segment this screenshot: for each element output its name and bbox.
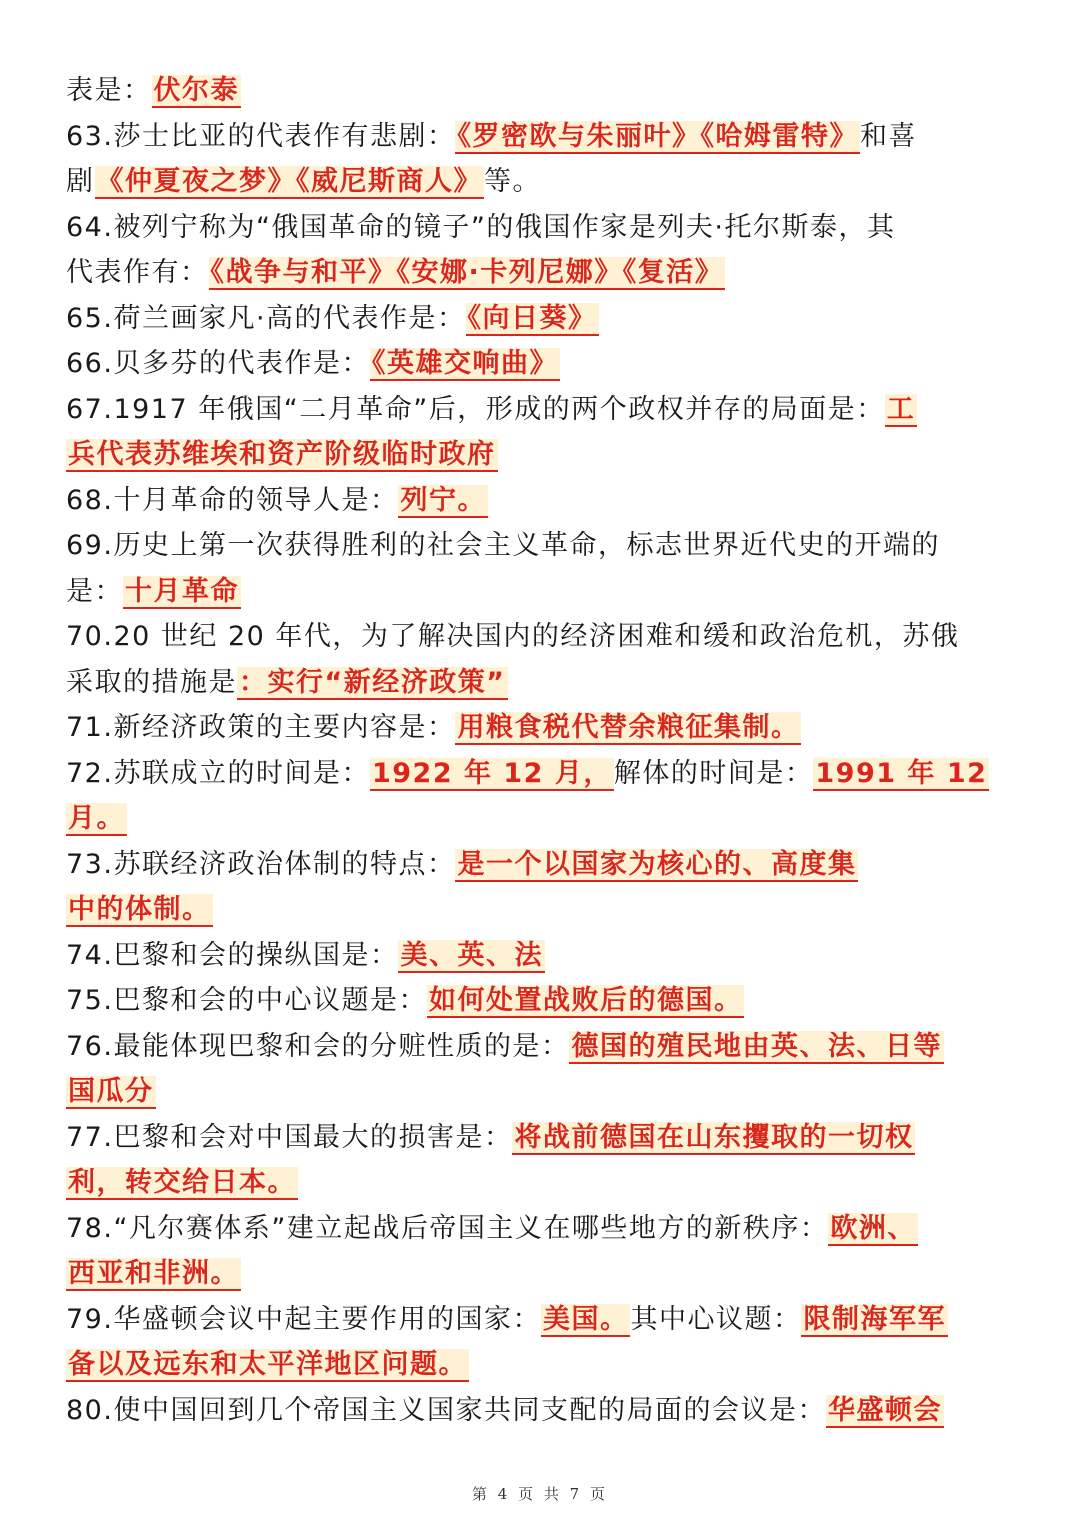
question-text: 70.20 世纪 20 年代，为了解决国内的经济困难和缓和政治危机，苏俄 — [66, 621, 960, 652]
text-line — [66, 205, 1016, 251]
answer-highlight: 将战前德国在山东攫取的一切权 — [514, 1121, 914, 1153]
question-text: 65.荷兰画家凡·高的代表作是： — [66, 302, 466, 334]
question-text: 是： — [66, 575, 123, 607]
text-line — [66, 296, 1016, 342]
text-line — [66, 751, 1016, 797]
text-line — [66, 887, 1016, 933]
answer-highlight: 欧洲、 — [830, 1212, 916, 1244]
answer-highlight: 德国的殖民地由英、法、日等 — [571, 1030, 942, 1062]
page-footer: 第 4 页 共 7 页 — [472, 1485, 608, 1503]
text-line — [66, 1115, 1016, 1161]
question-text: 63.莎士比亚的代表作有悲剧： — [66, 120, 456, 152]
question-text: 80.使中国回到几个帝国主义国家共同支配的局面的会议是： — [66, 1394, 826, 1426]
text-line — [66, 1024, 1016, 1070]
question-text: 其中心议题： — [630, 1303, 802, 1335]
text-line — [66, 978, 1016, 1024]
answer-highlight: 《英雄交响曲》 — [371, 348, 558, 379]
text-line — [66, 1342, 1016, 1388]
question-text: 71.新经济政策的主要内容是： — [66, 712, 456, 743]
answer-highlight: 备以及远东和太平洋地区问题。 — [68, 1349, 467, 1380]
question-text: 75.巴黎和会的中心议题是： — [66, 985, 427, 1016]
question-text: 和喜 — [859, 120, 917, 152]
text-line — [66, 933, 1016, 979]
question-text: 79.华盛顿会议中起主要作用的国家： — [66, 1303, 541, 1335]
question-text: 剧 — [66, 166, 95, 197]
question-text: 解体的时间是： — [613, 757, 814, 789]
text-line — [66, 1160, 1016, 1206]
question-text: 67.1917 年俄国“二月革命”后，形成的两个政权并存的局面是： — [66, 393, 885, 425]
text-line — [66, 432, 1016, 478]
answer-highlight: 华盛顿会 — [827, 1394, 942, 1426]
answer-highlight: 伏尔泰 — [153, 75, 239, 106]
question-text: 64.被列宁称为“俄国革命的镜子”的俄国作家是列夫·托尔斯泰，其 — [66, 211, 896, 243]
text-line — [66, 114, 1016, 160]
text-line — [66, 159, 1016, 205]
text-line — [66, 705, 1016, 751]
question-text: 72.苏联成立的时间是： — [66, 757, 370, 789]
text-line — [66, 796, 1016, 842]
text-line — [66, 523, 1016, 569]
text-line — [66, 1297, 1016, 1343]
text-line — [66, 660, 1016, 706]
question-text: 采取的措施是 — [66, 666, 237, 698]
answer-highlight: 国瓜分 — [68, 1076, 154, 1107]
answer-highlight: 《向日葵》 — [467, 302, 597, 334]
document-body — [66, 68, 1016, 1433]
answer-highlight: 月。 — [68, 803, 125, 834]
text-line — [66, 1251, 1016, 1297]
text-line — [66, 387, 1016, 433]
text-line — [66, 1069, 1016, 1115]
answer-highlight: 1922 年 12 月， — [371, 757, 612, 789]
text-line — [66, 614, 1016, 660]
answer-highlight: 限制海军军 — [803, 1303, 946, 1335]
answer-highlight: 美、英、法 — [400, 939, 543, 971]
answer-highlight: 十月革命 — [125, 575, 239, 607]
text-line — [66, 250, 1016, 296]
answer-highlight: 利，转交给日本。 — [68, 1167, 296, 1198]
text-line — [66, 68, 1016, 114]
question-text: 68.十月革命的领导人是： — [66, 484, 399, 516]
answer-highlight: 中的体制。 — [68, 894, 211, 925]
question-text: 74.巴黎和会的操纵国是： — [66, 939, 399, 971]
text-line — [66, 842, 1016, 888]
text-line — [66, 1388, 1016, 1434]
answer-highlight: 如何处置战败后的德国。 — [428, 985, 743, 1016]
question-text: 78.“凡尔赛体系”建立起战后帝国主义在哪些地方的新秩序： — [66, 1212, 829, 1244]
question-text: 表是： — [66, 75, 152, 106]
question-text: 69.历史上第一次获得胜利的社会主义革命，标志世界近代史的开端的 — [66, 530, 940, 561]
answer-highlight: 《罗密欧与朱丽叶》《哈姆雷特》 — [457, 120, 858, 152]
answer-highlight: 美国。 — [542, 1303, 629, 1335]
answer-highlight: 《战争与和平》《安娜·卡列尼娜》《复活》 — [210, 257, 724, 288]
answer-highlight: ：实行“新经济政策” — [239, 666, 506, 698]
answer-highlight: 1991 年 12 — [815, 757, 988, 789]
text-line — [66, 1206, 1016, 1252]
text-line — [66, 478, 1016, 524]
answer-highlight: 《仲夏夜之梦》《威尼斯商人》 — [96, 166, 482, 197]
question-text: 73.苏联经济政治体制的特点： — [66, 848, 456, 880]
question-text: 76.最能体现巴黎和会的分赃性质的是： — [66, 1030, 570, 1062]
question-text: 77.巴黎和会对中国最大的损害是： — [66, 1121, 513, 1153]
text-line — [66, 341, 1016, 387]
question-text: 代表作有： — [66, 257, 209, 288]
question-text: 等。 — [484, 166, 541, 197]
answer-highlight: 兵代表苏维埃和资产阶级临时政府 — [68, 439, 496, 470]
answer-highlight: 用粮食税代替余粮征集制。 — [457, 712, 800, 743]
answer-highlight: 是一个以国家为核心的、高度集 — [457, 848, 857, 880]
answer-highlight: 列宁。 — [400, 484, 486, 516]
answer-highlight: 工 — [886, 393, 916, 425]
text-line — [66, 569, 1016, 615]
question-text: 66.贝多芬的代表作是： — [66, 348, 370, 379]
answer-highlight: 西亚和非洲。 — [68, 1258, 239, 1289]
